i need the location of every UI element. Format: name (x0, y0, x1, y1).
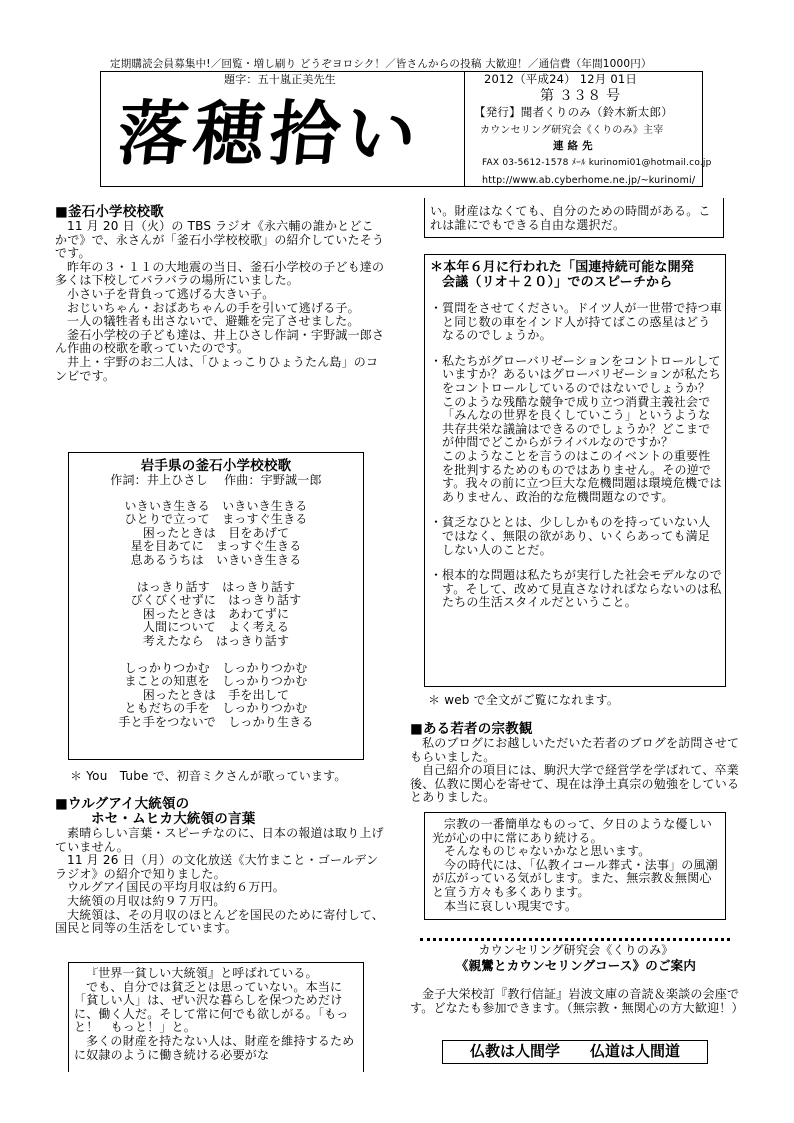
religion-article (410, 737, 742, 805)
paragraph: 井上・宇野のお二人は、「ひょっこりひょうたん島」のコンビです。 (55, 354, 379, 383)
song-line: 考えたなら はっきり話す (142, 633, 290, 648)
paragraph: 本当に哀しい現実です。 (444, 898, 578, 913)
masthead-divider (464, 71, 465, 187)
section-heading-mujica-1: ■ウルグアイ大統領の (55, 796, 190, 812)
mujica-quote (74, 967, 360, 1067)
song-line: はっきり話す はっきり話す (136, 579, 296, 594)
bullet-paragraph: 根本的な問題は私たちが実行した社会モデルなのです。そして、改めて見直さなければならないのは私たちの生活スタイルだということ。 (442, 568, 723, 610)
song-stanza-1 (68, 500, 364, 568)
left-column (55, 205, 385, 383)
course-title: 《親鸞とカウンセリングコース》のご案内 (455, 958, 697, 973)
section-heading-kamaishi: ■釜石小学校校歌 (55, 204, 164, 220)
paragraph: 自己紹介の項目には、駒沢大学で経営学を学ばれて、卒業後、仏教に関心を寄せて、現在は浄土真宗の勉強をしているとありました。 (410, 763, 740, 805)
school-song (68, 458, 364, 730)
course-description: 金子大栄校訂『教行信証』岩波文庫の音読＆楽談の会座です。どなたも参加できます。（無宗教・無関心の方大歓迎！） (410, 987, 744, 1015)
issue-date: 2012（平成24） 12月 01日 (484, 72, 638, 86)
section-heading-religion: ■ある若者の宗教観 (410, 721, 533, 737)
song-line: まことの知恵を しっかりつかむ (124, 674, 308, 689)
song-line: 困ったときは 目をあげて (142, 525, 290, 540)
song-stanza-3 (68, 662, 364, 730)
paragraph: 今の時代には、「仏教イコール葬式・法事」の風潮が広がっている気がします。また、無宗教＆無関心と宣う方々も多くあります。 (432, 857, 718, 899)
song-line: 手と手をつないで しっかり生きる (118, 714, 314, 729)
speech-title-1: ＊本年６月に行われた「国連持続可能な開発 (430, 260, 695, 275)
paragraph: 宗教の一番簡単なものって、夕日のような優しい光が心の中に常にあり続ける。 (432, 817, 713, 845)
paragraph: 11 月 26 日（月）の文化放送《大竹まこと・ゴールデンラジオ》の紹介で知りました。 (55, 853, 379, 881)
speech-bullet (430, 569, 722, 610)
paragraph: 小さい子を背負って逃げる大きい子。 (67, 286, 275, 301)
paragraph: おじいちゃん・おばあちゃんの手を引いて逃げる子。 (67, 300, 360, 315)
song-title: 岩手県の釜石小学校校歌 (140, 458, 292, 474)
bullet-mark: ・ (430, 568, 443, 583)
mujica-article (55, 827, 385, 936)
paragraph: 11 月 20 日（火）の TBS ラジオ《永六輔の誰かとどこかで》で、永さんが「釜石小学校校歌」の紹介していたそうです。 (55, 219, 385, 261)
issue-number: 第 ３３８ 号 (540, 88, 621, 104)
paragraph: 釜石小学校の子ども達は、井上ひさし作詞・宇野誠一郎さん作曲の校歌を歌っていたのです。 (55, 327, 385, 356)
song-line: 星を目あてに まっすぐ生きる (130, 539, 302, 554)
paragraph: 昨年の３・１１の大地震の当日、釜石小学校の子ども達の多くは下校してバラバラの場所にいました。 (55, 259, 385, 288)
bullet-paragraph: 質問をさせてください。ドイツ人が一世帯で持つ車と同じ数の車をインド人が持てばこの惑星はどうなるのでしょうか。 (442, 301, 723, 343)
speech-bullet (430, 355, 722, 505)
web-note: ＊ web で全文がご覧になれます。 (428, 693, 620, 707)
bullet-paragraph: 私たちがグローバリゼーションをコントロールしていますか？あるいはグローバリゼーションが私たちをコントロールしているのではないでしょうか？ (442, 353, 721, 395)
dotted-divider (420, 938, 730, 941)
kamaishi-article (55, 220, 385, 383)
speech (430, 260, 722, 622)
speech-title-2: 会議（リオ＋２０）」でのスピーチから (442, 275, 673, 290)
course-text (410, 988, 742, 1015)
song-line: 人間について よく考える (142, 620, 290, 635)
paragraph: でも、自分では貧乏とは思っていない。本当に「貧しい人」は、ぜい沢な暮らしを保つためだけに、働く人だ。そして常に何でも欲しがる。「もっと！ もっと！」と。 (74, 979, 349, 1035)
speech-bullets (430, 302, 722, 610)
religion-quote (432, 818, 720, 913)
paragraph: ウルグアイ国民の平均月収は約６万円。 (67, 880, 285, 895)
website-url[interactable]: http://www.ab.cyberhome.ne.jp/~kurinomi/ (482, 175, 696, 186)
youtube-note: ＊ You Tube で、初音ミクさんが歌っています。 (70, 769, 347, 783)
speech-bullet (430, 302, 722, 343)
song-line: びくびくせずに はっきり話す (130, 593, 302, 608)
song-line: いきいき生きる いきいき生きる (124, 498, 308, 513)
bullet-mark: ・ (430, 353, 443, 368)
bullet-paragraph: 貧乏なひととは、少ししかものを持っていない人ではなく、無限の欲があり、いくらあっても満足しない人のことだ。 (442, 515, 711, 557)
song-line: 困ったときは あわてずに (142, 606, 290, 621)
organization: カウンセリング研究会《くりのみ》主宰 (480, 125, 664, 136)
paragraph: 私のブログにお越しいただいた若者のブログを訪問させてもらいました。 (410, 736, 740, 764)
section-heading-mujica-2: ホセ・ムヒカ大統領の言葉 (91, 811, 256, 827)
speech-bullet (430, 516, 722, 557)
contact-label: 連 絡 先 (553, 140, 593, 152)
motto-box (442, 1040, 708, 1064)
bullet-mark: ・ (430, 301, 443, 315)
song-credit: 作詞：井上ひさし 作曲：宇野誠一郎 (110, 473, 322, 487)
paragraph: 素晴らしい言葉・スピーチなのに、日本の報道は取り上げていません。 (55, 826, 384, 854)
top-notice: 定期購読会員募集中!／回覧・増し刷り どうぞヨロシク！／皆さんからの投稿 大歓迎！／通信費（年間1000円） (110, 58, 652, 70)
bullet-paragraph: このようなことを言うのはこのイベントの重要性を批判するためのものではありません。その逆です。我々の前に立つ巨大な危機問題は環境危機ではありません、政治的な危機問題なのです。 (442, 448, 722, 504)
motto: 仏教は人間学 仏道は人間道 (469, 1042, 680, 1060)
song-line: ひとりで立って まっすぐ生きる (124, 512, 308, 527)
bullet-mark: ・ (430, 515, 443, 530)
paragraph: 『世界一貧しい大統領』と呼ばれている。 (86, 967, 318, 980)
song-line: 息あるうちは いきいき生きる (130, 552, 302, 567)
song-line: ともだちの手を しっかりつかむ (124, 701, 308, 716)
fax-mail: FAX 03-5612-1578 ﾒｰﾙ kurinomi01@hotmail.co.jp (482, 158, 712, 168)
song-line: 困ったときは 手を出して (142, 687, 290, 702)
paragraph: 一人の犠牲者も出さないで、避難を完了させました。 (67, 314, 360, 329)
paragraph: 大統領の月収は約９７万円。 (67, 893, 226, 908)
paragraph: 多くの財産を持たない人は、財産を維持するために奴隷のように働き続ける必要がな (74, 1033, 355, 1062)
song-line: しっかりつかむ しっかりつかむ (124, 660, 308, 675)
mujica-quote-continued: い。財産はなくても、自分のための時間がある。これは誰にでもできる自由な選択だ。 (430, 204, 711, 232)
uruguay-section (55, 797, 385, 936)
song-stanza-2 (68, 581, 364, 649)
religion-section (410, 722, 742, 805)
course-org: カウンセリング研究会《くりのみ》 (478, 943, 674, 957)
paragraph: そんなものじゃないかなと思います。 (444, 844, 651, 859)
paragraph: 大統領は、その月収のほとんどを国民のために寄付して、国民と同等の生活をしています。 (55, 907, 384, 936)
publisher: 【発行】聞者くりのみ（鈴木新太郎） (474, 105, 673, 119)
masthead-title: 落穂拾い (113, 92, 427, 175)
bullet-paragraph: このような残酷な競争で成り立つ消費主義社会で「みんなの世界を良くしていこう」というような共存共栄な議論はできるのでしょうか？どこまでが仲間でどこからがライバルなのですか？ (442, 394, 711, 450)
calligraphy-credit: 題字：五十嵐正美先生 (224, 73, 336, 86)
